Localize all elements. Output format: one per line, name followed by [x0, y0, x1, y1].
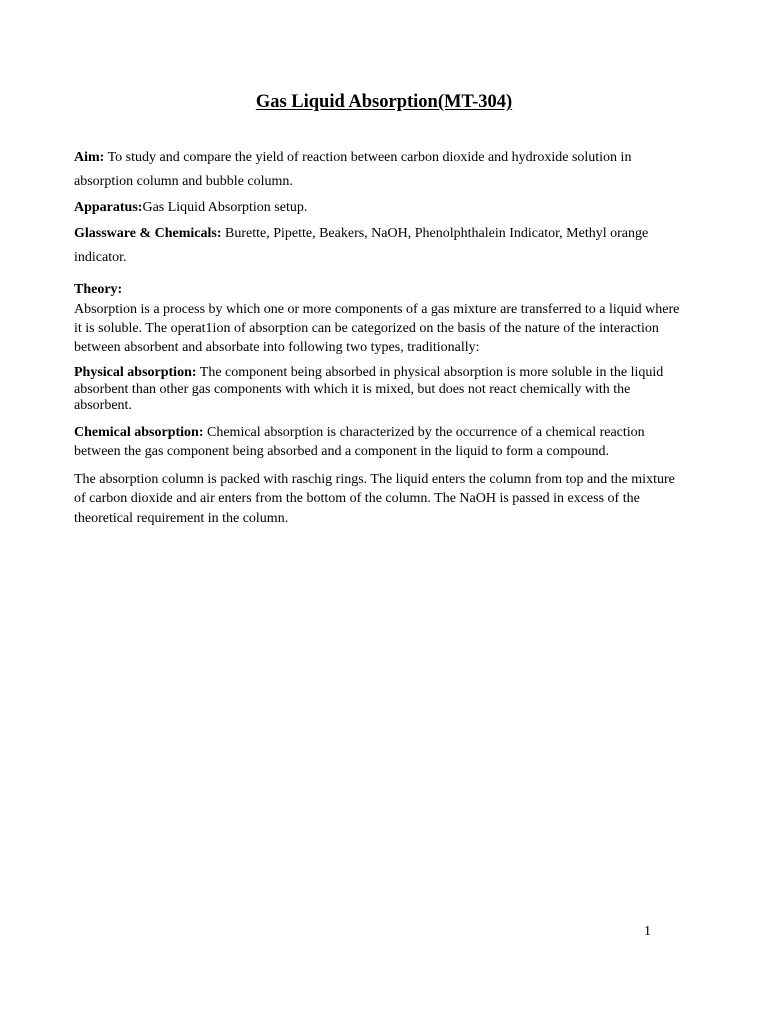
page-number: 1: [644, 924, 651, 939]
aim-label: Aim:: [74, 150, 105, 165]
glassware-label: Glassware & Chemicals:: [74, 226, 222, 241]
glassware-paragraph: [74, 222, 684, 270]
glassware-text: Burette, Pipette, Beakers, NaOH, Phenolphthalein Indicator, Methyl orange indicator.: [74, 226, 649, 265]
column-description-paragraph: The absorption column is packed with raschig rings. The liquid enters the column from top and the mixture of carbon dioxide and air enters from the bottom of the column. The NaOH is passed in excess of the theoretical requirement in the column.: [74, 471, 675, 526]
aim-paragraph: [74, 146, 684, 194]
chemical-absorption-text: Chemical absorption is characterized by the occurrence of a chemical reaction between the gas component being absorbed and a component in the liquid to form a compound.: [74, 424, 645, 459]
document-title: Gas Liquid Absorption(MT-304): [255, 92, 513, 112]
apparatus-paragraph: [74, 196, 684, 220]
aim-text: To study and compare the yield of reaction between carbon dioxide and hydroxide solution in absorption column and bubble column.: [74, 150, 632, 189]
chemical-absorption-label: Chemical absorption:: [74, 424, 204, 440]
physical-absorption-paragraph: [74, 365, 684, 415]
physical-absorption-text: The component being absorbed in physical absorption is more soluble in the liquid absorbent than other gas components with which it is mixed, but does not react chemically with the absorbent.: [74, 365, 664, 413]
apparatus-label: Apparatus:: [74, 200, 143, 215]
document-body: [74, 146, 684, 528]
theory-paragraph: Absorption is a process by which one or more components of a gas mixture are transferred to a liquid where it is soluble. The operat1ion of absorption can be categorized on the basis of the nature of the interaction between absorbent and absorbate into following two types, traditionally:: [74, 302, 680, 355]
theory-heading: Theory:: [74, 282, 123, 297]
physical-absorption-label: Physical absorption:: [74, 365, 197, 380]
apparatus-text: Gas Liquid Absorption setup.: [142, 200, 308, 215]
chemical-absorption-paragraph: [74, 423, 684, 462]
